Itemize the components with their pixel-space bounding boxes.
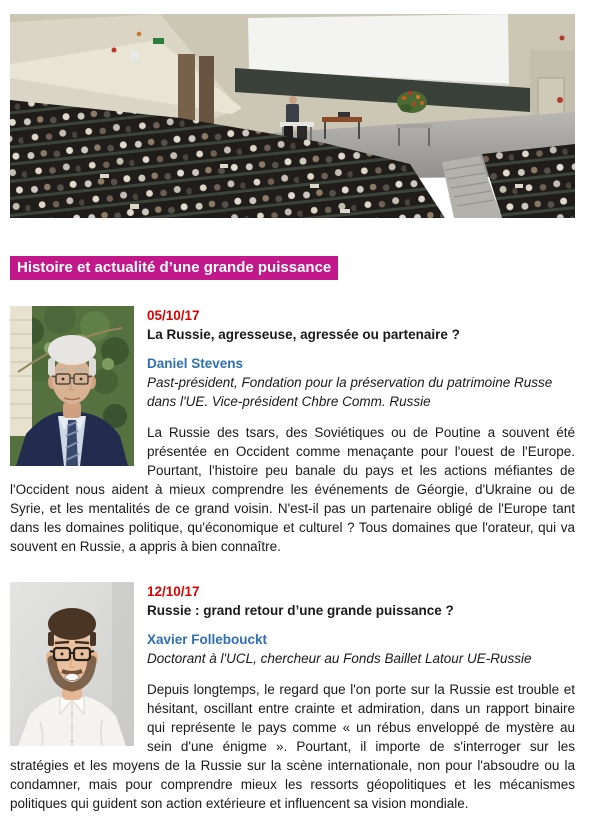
lecture-hall-photo <box>10 14 575 218</box>
lecture-date: 12/10/17 <box>147 584 200 599</box>
lecture-abstract: Depuis longtemps, le regard que l'on porte sur la Russie est trouble et hésitant, oscillant entre crainte et admiration, dans un rapport binaire qui représente le pays comme « un rébus enveloppé de mystère au sein d'une énigme ». Pourtant, il importe de s'interroger sur les stratégies et les moyens de la Russie sur la scène internationale, non pour l'absoudre ou la condamner, mais pour comprendre mieux les ressorts géopolitiques et les mécanismes politiques qui guident son action extérieure et influencent sa vision mondiale. <box>10 682 575 811</box>
speaker-role: Doctorant à l'UCL, chercheur au Fonds Baillet Latour UE-Russie <box>147 651 532 666</box>
speaker-name: Xavier Follebouckt <box>147 632 268 647</box>
speaker-portrait-daniel-stevens <box>10 306 134 466</box>
section-title: Histoire et actualité d’une grande puissance <box>17 259 332 276</box>
lecture-title: La Russie, agresseuse, agressée ou partenaire ? <box>147 327 460 342</box>
speaker-portrait-xavier-follebouckt <box>10 582 134 746</box>
lecture-entry-1 <box>10 306 575 556</box>
lecture-title: Russie : grand retour d’une grande puissance ? <box>147 603 454 618</box>
lecture-date: 05/10/17 <box>147 308 200 323</box>
speaker-role: Past-président, Fondation pour la préservation du patrimoine Russe dans l'UE. Vice-président Chbre Comm. Russie <box>147 375 553 409</box>
lecture-abstract: La Russie des tsars, des Soviétiques ou de Poutine a souvent été présentée en Occident comme menaçante pour l'ouest de l'Europe. Pourtant, l'histoire peu banale du pays et les actions méfiantes de l'Occident nous aident à mieux comprendre les événements de Géorgie, d'Ukraine ou de Syrie, et les mentalités de ce grand voisin. N'est-il pas un partenaire obligé de l'Europe tant dans les domaines politique, qu'économique et culturel ? Tous domaines que l'orateur, qui va souvent en Russie, a appris à bien connaître. <box>10 425 575 554</box>
newsletter-page <box>10 14 575 813</box>
speaker-name: Daniel Stevens <box>147 356 244 371</box>
lecture-entry-2 <box>10 582 575 813</box>
section-banner <box>10 256 338 280</box>
